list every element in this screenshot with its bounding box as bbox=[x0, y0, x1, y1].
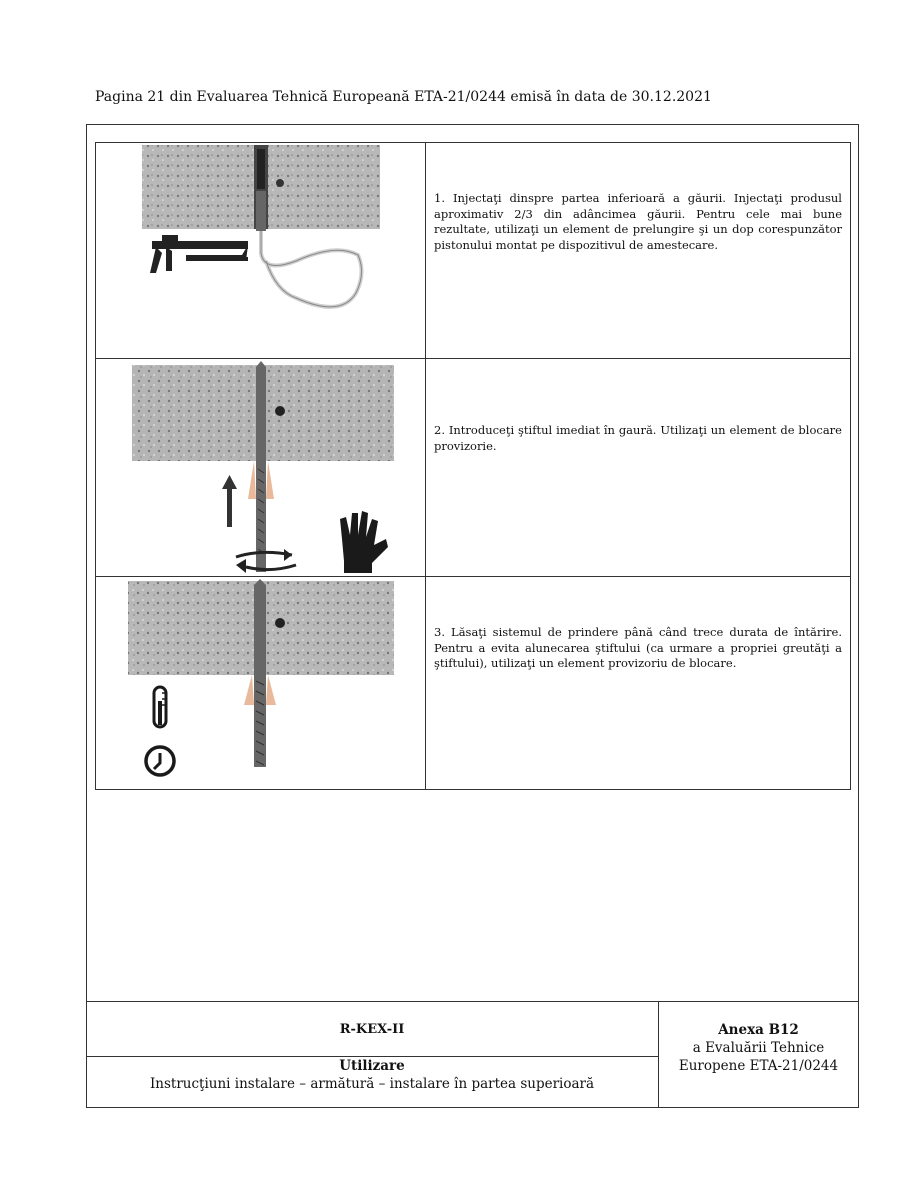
product-name: R-KEX-II bbox=[339, 1022, 405, 1037]
step-3-illustration bbox=[96, 577, 426, 789]
step-row-3 bbox=[96, 576, 850, 789]
annex-line-3: Europene ETA-21/0244 bbox=[678, 1058, 839, 1074]
glove-icon bbox=[340, 511, 388, 573]
step-2-text: 2. Introduceţi ştiftul imediat în gaură. Utilizaţi un element de blocare provizorie. bbox=[434, 423, 842, 453]
annex-label bbox=[658, 1021, 859, 1075]
step-1-text: 1. Injectaţi dinspre partea inferioară a găurii. Injectaţi produsul aproximativ 2/3 din adâncimea găurii. Pentru cele mai bune rezultate, utilizaţi un element de prelungire şi un dop corespunzător pistonului montat pe dispozitivul de amestecare. bbox=[434, 191, 842, 252]
injection-gun-icon bbox=[150, 235, 248, 273]
annex-footer bbox=[86, 1001, 859, 1108]
step-1-illustration bbox=[96, 143, 426, 358]
clock-icon bbox=[146, 747, 174, 775]
annex-line-2: a Evaluării Tehnice bbox=[692, 1040, 825, 1056]
annex-title: Anexa B12 bbox=[718, 1022, 799, 1038]
up-arrow-icon bbox=[222, 475, 237, 527]
steps-table bbox=[95, 142, 851, 790]
thermometer-icon bbox=[154, 687, 166, 727]
usage-subtitle: Instrucţiuni instalare – armătură – instalare în partea superioară bbox=[149, 1076, 595, 1092]
page-header: Pagina 21 din Evaluarea Tehnică Europeană ETA-21/0244 emisă în data de 30.12.2021 bbox=[95, 89, 712, 105]
step-3-text: 3. Lăsaţi sistemul de prindere până când trece durata de întărire. Pentru a evita alunecarea ştiftului (ca urmare a propriei greutăţi a ştiftului), utilizaţi un element provizoriu de blocare. bbox=[434, 625, 842, 670]
step-row-1 bbox=[96, 143, 850, 358]
step-row-2 bbox=[96, 358, 850, 576]
footer-divider-horizontal bbox=[86, 1056, 658, 1057]
usage-title: Utilizare bbox=[339, 1058, 405, 1074]
step-2-illustration bbox=[96, 359, 426, 576]
